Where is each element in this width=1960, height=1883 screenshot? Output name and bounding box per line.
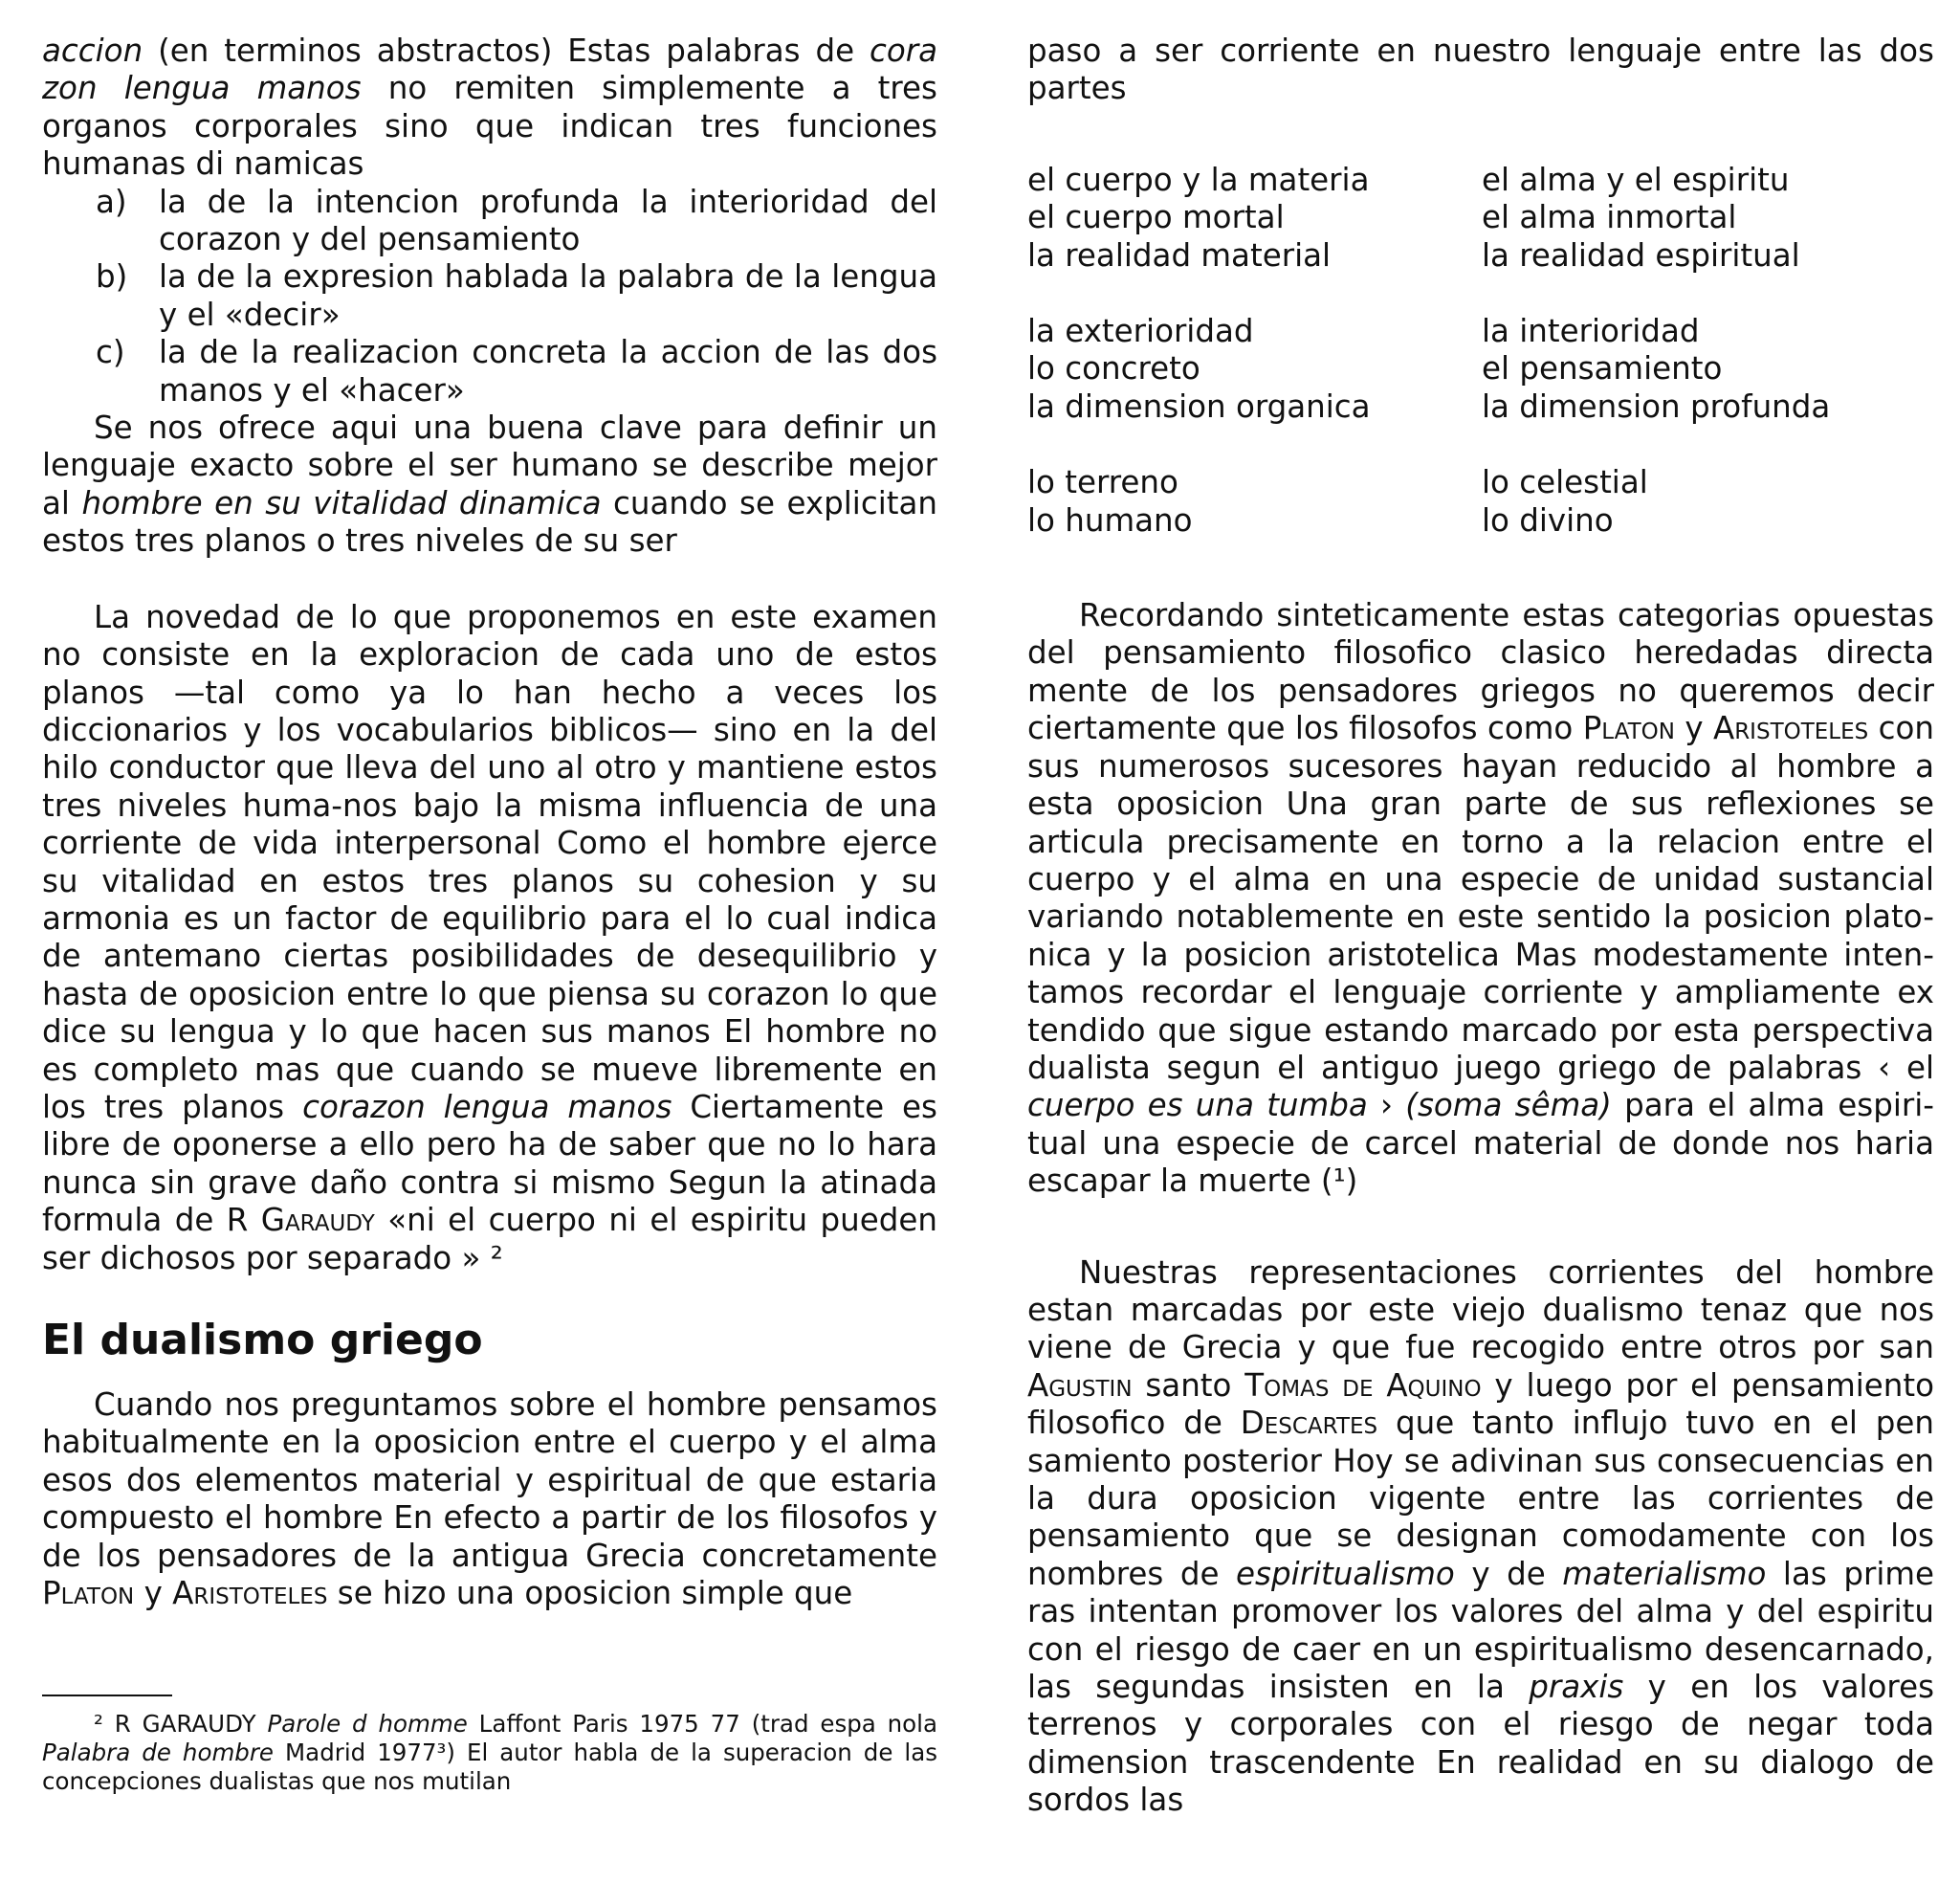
list-item: b) la de la expresion hablada la palabra de la lengua y el «decir» [96, 258, 937, 333]
pair-row: lo humano lo divino [1027, 501, 1614, 539]
footnote-divider [42, 1695, 172, 1696]
paragraph-recordando: Recordando sinteticamente estas categorias opuestas del pensamiento filosofico clasico heredadas directa mente de los pensadores griegos no queremos decir ciertamente que los filosofos como Platon y Aristoteles con sus numerosos sucesores hayan reducido al hombre a esta oposicion Una gran parte de sus reflexiones se articula precisamente en torno a la relacion entre el cuerpo y el alma en una especie de unidad sustancial variando notablemente en este sentido la posicion plato-nica y la posicion aristotelica Mas modestamente inten-tamos recordar el lenguaje corriente y ampliamente ex tendido que sigue estando marcado por esta perspectiva dualista segun el antiguo juego griego de palabras ‹ el cuerpo es una tumba › (soma sêma) para el alma espiri-tual una especie de carcel material de donde nos haria escapar la muerte (¹) [1027, 597, 1934, 1200]
pair-group [1027, 464, 1934, 540]
pair-row: el cuerpo y la materia el alma y el espiritu [1027, 161, 1790, 198]
paragraph-nuestras: Nuestras representaciones corrientes del hombre estan marcadas por este viejo dualismo tenaz que nos viene de Grecia y que fue recogido entre otros por san Agustin santo Tomas de Aquino y luego por el pensamiento filosofico de Descartes que tanto influjo tuvo en el pen samiento posterior Hoy se adivinan sus consecuencias en la dura oposicion vigente entre las corrientes de pensamiento que se designan comodamente con los nombres de espiritualismo y de materialismo las prime ras intentan promover los valores del alma y del espiritu con el riesgo de caer en un espiritualismo desencarnado, las segundas insisten en la praxis y en los valores terrenos y corporales con el riesgo de negar toda dimension trascendente En realidad en su dialogo de sordos las [1027, 1253, 1935, 1819]
pair-row: lo terreno lo celestial [1027, 464, 1648, 501]
list-item: c) la de la realizacion concreta la accion de las dos manos y el «hacer» [96, 334, 937, 409]
pair-row: la exterioridad la interioridad [1027, 313, 1700, 350]
section-heading: El dualismo griego [42, 1316, 483, 1364]
list-marker: a) [96, 183, 127, 220]
paragraph-novedad: La novedad de lo que proponemos en este examen no consiste en la exploracion de cada uno de estos planos —tal como ya lo han hecho a veces los diccionarios y los vocabularios biblicos— sino en la del hilo conductor que lleva del uno al otro y mantiene estos tres niveles huma-nos bajo la misma influencia de una corriente de vida interpersonal Como el hombre ejerce su vitalidad en estos tres planos su cohesion y su armonia es un factor de equilibrio para el lo cual indica de antemano ciertas posibilidades de desequilibrio y hasta de oposicion entre lo que piensa su corazon lo que dice su lengua y lo que hacen sus manos El hombre no es completo mas que cuando se mueve libremente en los tres planos corazon lengua manos Ciertamente es libre de oponerse a ello pero ha de saber que no lo hara nunca sin grave daño contra si mismo Segun la atinada formula de R Garaudy «ni el cuerpo ni el espiritu pueden ser dichosos por separado » ² [42, 598, 937, 1276]
list-item: a) la de la intencion profunda la interioridad del corazon y del pensamiento [96, 183, 937, 258]
pair-group [1027, 162, 1934, 275]
list-marker: c) [96, 334, 125, 371]
pair-row: la realidad material la realidad espiritual [1027, 236, 1800, 274]
opposition-table [1027, 162, 1934, 540]
paragraph-clave: Se nos ofrece aqui una buena clave para definir un lenguaje exacto sobre el ser humano se describe mejor al hombre en su vitalidad dinamica cuando se explicitan estos tres planos o tres niveles de su ser [42, 410, 937, 560]
paragraph-cuando: Cuando nos preguntamos sobre el hombre pensamos habitualmente en la oposicion entre el cuerpo y el alma esos dos elementos material y espiritual de que estaria compuesto el hombre En efecto a partir de los filosofos y de los pensadores de la antigua Grecia concretamente Platon y Aristoteles se hizo una oposicion simple que [42, 1386, 937, 1612]
pair-row: lo concreto el pensamiento [1027, 350, 1723, 388]
function-list [42, 184, 937, 410]
pair-row: la dimension organica la dimension profunda [1027, 388, 1831, 425]
left-column [42, 33, 937, 1796]
footnote: ² R GARAUDY Parole d homme Laffont Paris 1975 77 (trad espa nola Palabra de hombre Madrid 1977³) El autor habla de la superacion de las concepciones dualistas que nos mutilan [42, 1710, 938, 1796]
list-marker: b) [96, 258, 128, 296]
continuation-paragraph: paso a ser corriente en nuestro lenguaje entre las dos partes [1027, 33, 1934, 107]
pair-group [1027, 313, 1934, 426]
intro-emphasis-corazon: cora zon lengua manos [42, 33, 937, 107]
intro-emphasis-accion: accion [42, 33, 143, 69]
right-column [1027, 33, 1934, 1820]
intro-paragraph: accion (en terminos abstractos) Estas palabras de cora zon lengua manos no remiten simplemente a tres organos corporales sino que indican tres funciones humanas di namicas [42, 33, 937, 183]
pair-row: el cuerpo mortal el alma inmortal [1027, 199, 1737, 236]
